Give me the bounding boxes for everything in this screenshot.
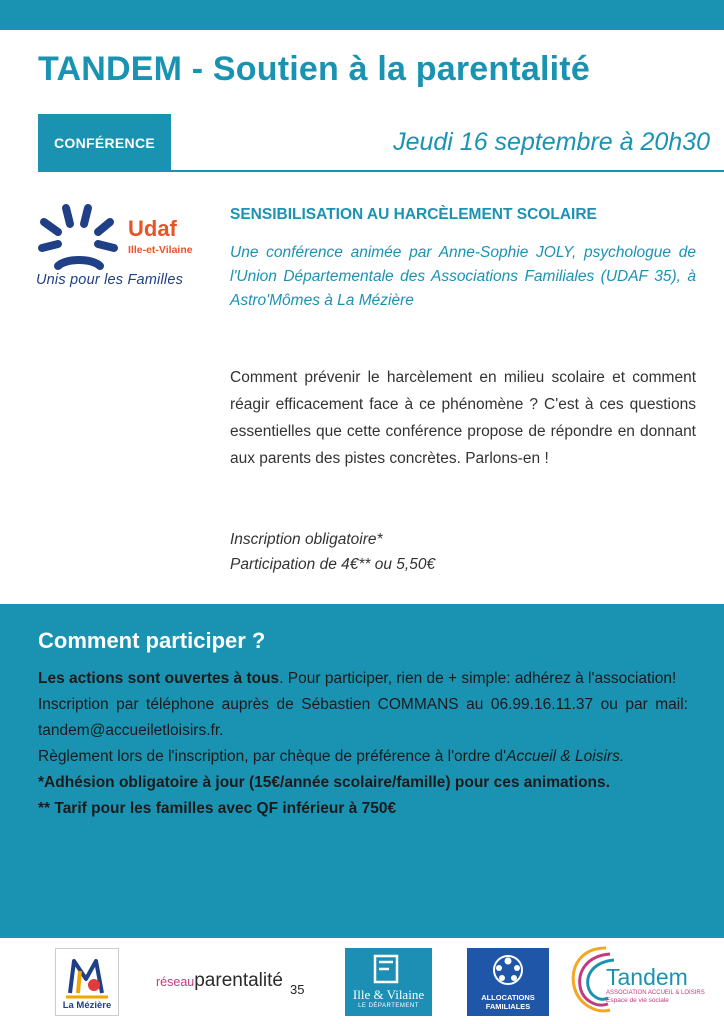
price-note: Participation de 4€** ou 5,50€	[230, 556, 436, 573]
conference-badge: CONFÉRENCE	[38, 114, 171, 172]
udaf-name: Udaf	[128, 216, 177, 241]
registration-note: Inscription obligatoire*	[230, 531, 383, 548]
reseau-wordmark	[156, 970, 283, 992]
caf-logo	[467, 948, 549, 1016]
tandem-name: Tandem	[606, 964, 688, 990]
caf-line-2: FAMILIALES	[485, 1002, 531, 1011]
event-notes	[230, 527, 696, 577]
tandem-subtitle: Espace de vie sociale	[606, 997, 669, 1004]
caf-label	[467, 993, 549, 1011]
tandem-logo	[566, 940, 705, 1022]
reseau-parentalite-logo	[156, 966, 316, 1006]
conference-underline	[171, 170, 724, 172]
payment-order: Accueil & Loisirs.	[506, 748, 625, 765]
event-description: Comment prévenir le harcèlement en milieu scolaire et comment réagir efficacement face à ce phénomène ? C'est à ces questions essentielles que cette conférence propose de répondre en donnant aux parents des pistes concrètes. Parlons-en !	[230, 369, 696, 467]
caf-family-icon	[467, 950, 549, 994]
tandem-association: ASSOCIATION ACCUEIL & LOISIRS	[606, 990, 705, 996]
la-meziere-logo	[55, 948, 119, 1016]
reseau-main-word: parentalité	[194, 970, 283, 991]
la-meziere-emblem-icon	[56, 953, 118, 1001]
udaf-region: Ille-et-Vilaine	[128, 244, 193, 256]
caf-line-1: ALLOCATIONS	[481, 993, 535, 1002]
event-date: Jeudi 16 septembre à 20h30	[393, 128, 710, 156]
payment-text: Règlement lors de l'inscription, par chèque de préférence à l'ordre d'	[38, 748, 507, 765]
payment-paragraph	[38, 744, 688, 770]
membership-text: *Adhésion obligatoire à jour (15€/année scolaire/famille) pour ces animations.	[38, 774, 610, 791]
udaf-sun-icon	[36, 202, 122, 274]
reseau-number: 35	[290, 982, 305, 997]
how-to-participate-body	[38, 666, 688, 822]
how-to-participate-section	[0, 604, 724, 938]
event-intro: Une conférence animée par Anne-Sophie JOLY, psychologue de l'Union Départementale des Associations Familiales (UDAF 35), à Astro'Mômes à La Mézière	[230, 244, 696, 309]
conference-header-row	[38, 114, 724, 172]
phone-email-paragraph: Inscription par téléphone auprès de Sébastien COMMANS au 06.99.16.11.37 ou par mail: tandem@accueiletloisirs.fr.	[38, 696, 688, 739]
top-color-band	[0, 0, 724, 30]
ille-et-vilaine-name: Ille & Vilaine	[352, 987, 425, 1002]
tariff-text: ** Tarif pour les familles avec QF inférieur à 750€	[38, 800, 397, 817]
ille-et-vilaine-emblem-icon	[345, 950, 432, 986]
reseau-prefix: réseau	[156, 975, 195, 989]
la-meziere-label: La Mézière	[62, 1000, 112, 1011]
open-to-all-rest: . Pour participer, rien de + simple: adhérez à l'association!	[279, 670, 677, 687]
partner-logos	[0, 938, 724, 1024]
udaf-logo	[36, 202, 212, 302]
ille-et-vilaine-logo	[345, 948, 432, 1016]
open-to-all-paragraph	[38, 666, 688, 692]
page-title: TANDEM - Soutien à la parentalité	[38, 50, 590, 88]
event-title: SENSIBILISATION AU HARCÈLEMENT SCOLAIRE	[230, 206, 597, 223]
tariff-note	[38, 796, 688, 822]
ille-et-vilaine-sub: LE DÉPARTEMENT	[358, 1003, 419, 1009]
how-to-participate-title: Comment participer ?	[38, 628, 266, 653]
udaf-tagline: Unis pour les Familles	[36, 272, 184, 288]
open-to-all-bold: Les actions sont ouvertes à tous	[38, 670, 280, 687]
membership-note	[38, 770, 688, 796]
